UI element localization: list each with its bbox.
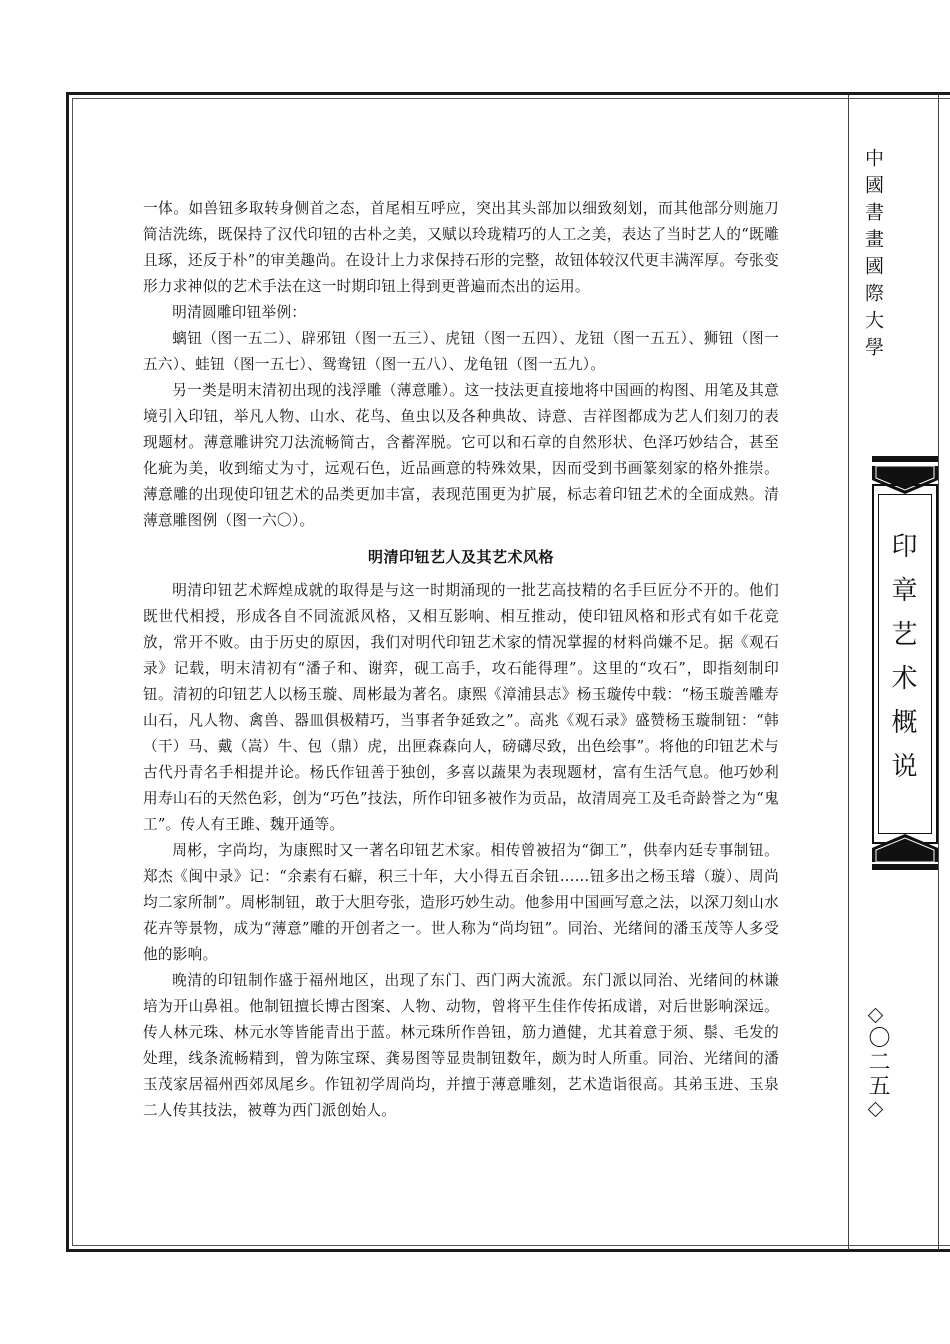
paragraph: 周彬，字尚均，为康熙时又一著名印钮艺术家。相传曾被招为“御工”，供奉内廷专事制钮。郑杰《闽中录》记：“余素有石癖，积三十年，大小得五百余钮……钮多出之杨玉璿（璇）、周尚均二家所制”。周彬制钮，敢于大胆夸张，造形巧妙生动。他参用中国画写意之法，以深刀刻山水花卉等景物，成为“薄意”雕的开创者之一。世人称为“尚均钮”。同治、光绪间的潘玉茂等人多受他的影响。 <box>143 842 779 963</box>
paragraph: 明清印钮艺术辉煌成就的取得是与这一时期涌现的一批艺高技精的名手巨匠分不开的。他们既世代相授，形成各自不同流派风格，又相互影响、相互推动，使印钮风格和形式有如千花竞放，常开不败。由于历史的原因，我们对明代印钮艺术家的情况掌握的材料尚嫌不足。据《观石录》记载，明末清初有“潘子和、谢弈，砚工高手，攻石能得理”。这里的“攻石”，即指刻制印钮。清初的印钮艺人以杨玉璇、周彬最为著名。康熙《漳浦县志》杨玉璇传中载：“杨玉璇善雕寿山石，凡人物、禽兽、器皿俱极精巧，当事者争延致之”。高兆《观石录》盛赞杨玉璇制钮：“韩（干）马、戴（嵩）牛、包（鼎）虎，出匣森森向人，磅礴尽致，出色绘事”。将他的印钮艺术与古代丹青名手相提并论。杨氏作钮善于独创，多喜以蔬果为表现题材，富有生活气息。他巧妙利用寿山石的天然色彩，创为“巧色”技法，所作印钮多被作为贡品，故清周亮工及毛奇龄誉之为“鬼工”。传人有王雎、魏开通等。 <box>143 582 779 833</box>
paragraph: 一体。如兽钮多取转身侧首之态，首尾相互呼应，突出其头部加以细致刻划，而其他部分则施刀简洁洗练，既保持了汉代印钮的古朴之美，又赋以玲珑精巧的人工之美，表达了当时艺人的“既雕且琢，还反于朴”的审美趣尚。在设计上力求保持石形的完整，故钮体较汉代更丰满浑厚。夸张变形力求神似的艺术手法在这一时期印钮上得到更普遍而杰出的运用。 <box>143 200 779 295</box>
title-bar-top <box>872 456 938 462</box>
book-title: 印章艺术概说 <box>887 532 917 796</box>
section-heading: 明清印钮艺人及其艺术风格 <box>367 548 554 566</box>
paragraph: 另一类是明末清初出现的浅浮雕（薄意雕）。这一技法更直接地将中国画的构图、用笔及其意境引入印钮，举凡人物、山水、花鸟、鱼虫以及各种典故、诗意、吉祥图都成为艺人们刻刀的表现题材。薄意雕讲究刀法流畅简古，含蓄浑脱。它可以和石章的自然形状、色泽巧妙结合，甚至化疵为美，收到缩丈为寸，远观石色，近品画意的特殊效果，因而受到书画篆刻家的格外推崇。薄意雕的出现使印钮艺术的品类更加丰富，表现范围更为扩展，标志着印钮艺术的全面成熟。清薄意雕图例（图一六〇）。 <box>143 382 779 529</box>
title-chevron-bottom <box>872 832 938 862</box>
paragraph: 明清圆雕印钮举例： <box>172 304 307 321</box>
paragraph: 螭钮（图一五二）、辟邪钮（图一五三）、虎钮（图一五四）、龙钮（图一五五）、狮钮（图一五六）、蛙钮（图一五七）、鸳鸯钮（图一五八）、龙龟钮（图一五九）。 <box>143 330 779 373</box>
main-text <box>143 196 779 1124</box>
sidebar-rule-left <box>848 95 849 1250</box>
title-bar-bottom <box>872 864 938 870</box>
sidebar-rule-right <box>938 95 939 1250</box>
university-name: 中國書畫國際大學 <box>862 148 884 364</box>
paragraph: 晚清的印钮制作盛于福州地区，出现了东门、西门两大流派。东门派以同治、光绪间的林谦培为开山鼻祖。他制钮擅长博古图案、人物、动物，曾将平生佳作传拓成谱，对后世影响深远。传人林元珠、林元水等皆能青出于蓝。林元珠所作兽钮，筋力遒健，尤其着意于须、鬃、毛发的处理，线条流畅精到，曾为陈宝琛、龚易图等显贵制钮数年，颇为时人所重。同治、光绪间的潘玉茂家居福州西郊凤尾乡。作钮初学周尚均，并擅于薄意雕刻，艺术造诣很高。其弟玉进、玉泉二人传其技法，被尊为西门派创始人。 <box>143 972 779 1119</box>
page-number: 〇二五 <box>865 1026 890 1098</box>
